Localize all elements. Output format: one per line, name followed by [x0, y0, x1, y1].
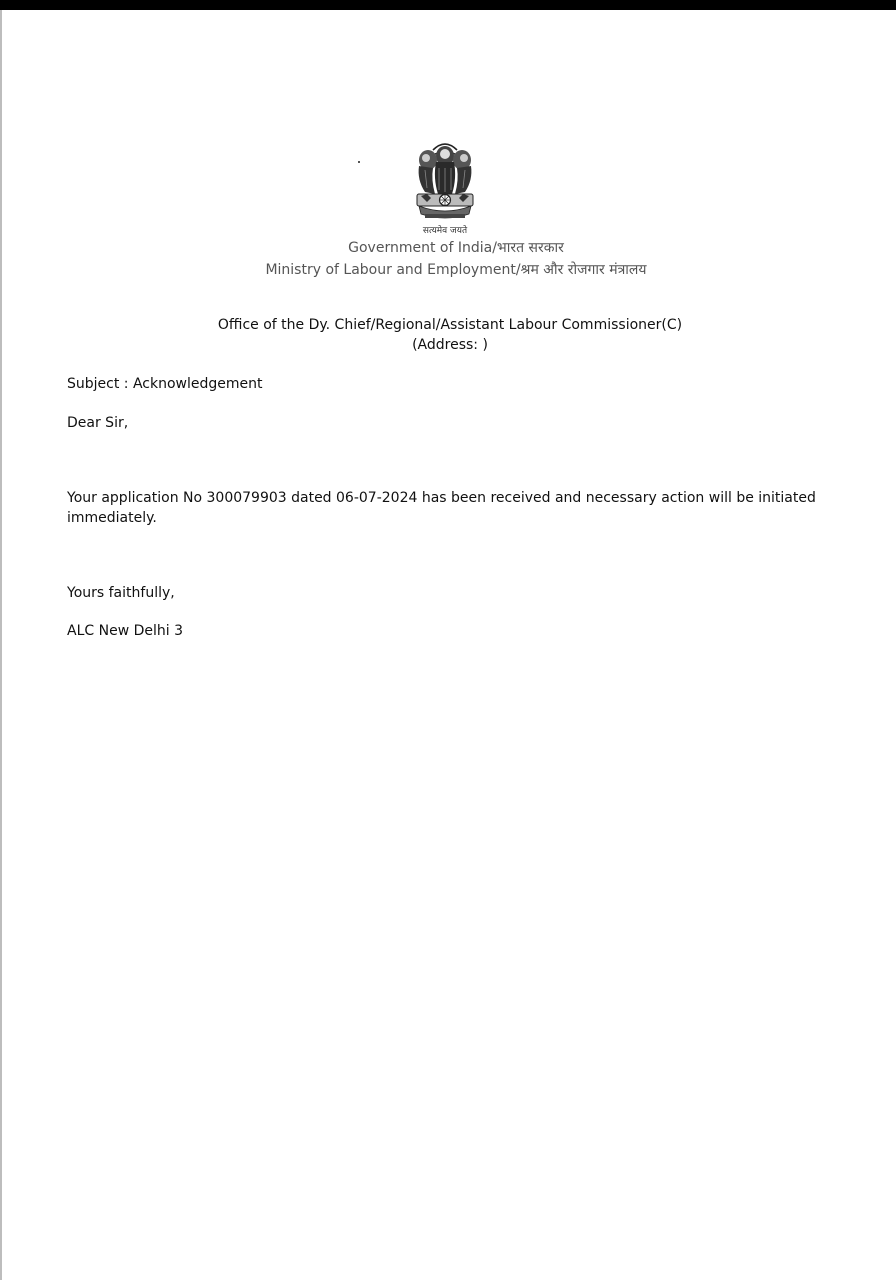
government-heading: Government of India/भारत सरकार — [348, 240, 564, 256]
emblem-motto: सत्यमेव जयते — [422, 226, 468, 236]
letter-page — [0, 10, 896, 1280]
office-title: Office of the Dy. Chief/Regional/Assistant Labour Commissioner(C) — [217, 317, 683, 333]
letter-closing: Yours faithfully, — [67, 585, 175, 601]
letter-body: Your application No 300079903 dated 06-07-2024 has been received and necessary action will be initiated immediately. — [67, 490, 816, 526]
stray-mark — [358, 161, 360, 163]
ministry-heading: Ministry of Labour and Employment/श्रम और रोजगार मंत्रालय — [265, 262, 647, 278]
office-address: (Address: ) — [412, 337, 488, 353]
letter-subject: Subject : Acknowledgement — [67, 376, 263, 392]
national-emblem-icon — [411, 136, 479, 224]
letter-salutation: Dear Sir, — [67, 415, 129, 431]
letter-signatory: ALC New Delhi 3 — [67, 623, 183, 639]
